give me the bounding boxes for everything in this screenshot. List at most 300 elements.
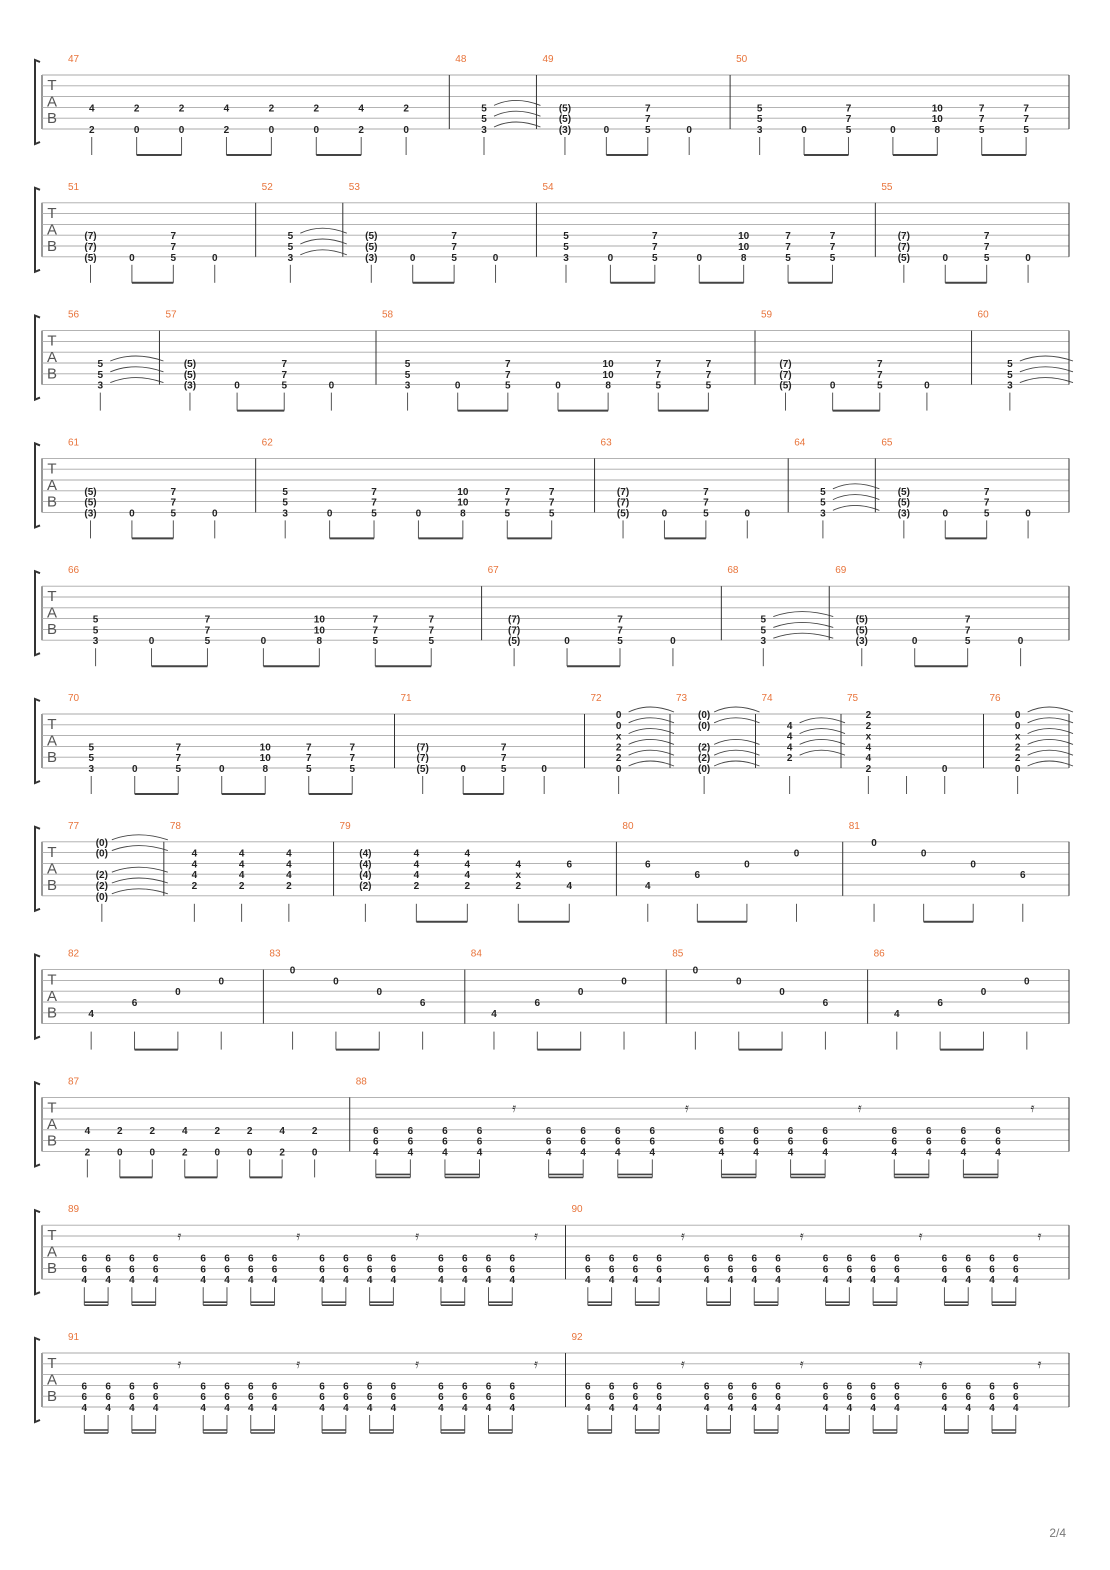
fret-number: 7 — [829, 242, 836, 253]
fret-number: 4 — [989, 1403, 995, 1414]
measure-number: 71 — [400, 693, 412, 704]
fret-number: 5 — [170, 508, 177, 520]
fret-number: (5) — [416, 764, 429, 775]
tie-arc — [629, 761, 674, 766]
sixteenth-rest-glyph: 𝄿 — [1037, 1228, 1042, 1243]
system-bracket — [35, 1210, 40, 1294]
measure-number: 59 — [760, 309, 773, 321]
fret-number: 2 — [133, 103, 140, 115]
fret-number: 5 — [785, 252, 791, 264]
fret-number: 6 — [343, 1392, 349, 1404]
fret-number: 5 — [451, 252, 457, 264]
fret-number: 0 — [326, 508, 333, 520]
measure-48 — [449, 54, 540, 155]
measure-number: 67 — [487, 565, 499, 577]
tie-arc — [714, 707, 759, 712]
fret-number: 7 — [644, 103, 651, 115]
fret-number: 7 — [349, 753, 356, 765]
fret-number: 6 — [751, 1392, 758, 1404]
fret-number: 0 — [211, 252, 218, 264]
fret-number: 5 — [829, 252, 836, 264]
fret-number: (7) — [897, 231, 910, 243]
fret-number: 10 — [313, 625, 325, 637]
fret-number: 6 — [822, 1381, 829, 1393]
sixteenth-rest-glyph: 𝄿 — [918, 1355, 923, 1371]
fret-number: 5 — [1023, 125, 1029, 136]
staff-system-1 — [35, 54, 1069, 155]
fret-number: 4 — [343, 1275, 349, 1287]
tie-arc — [1028, 729, 1073, 734]
fret-number: (7) — [84, 242, 97, 253]
measure-number: 75 — [847, 693, 859, 704]
fret-number: 4 — [656, 1275, 662, 1287]
fret-number: 6 — [271, 1253, 278, 1265]
fret-number: 6 — [787, 1125, 794, 1137]
measure-87 — [68, 1076, 318, 1177]
measure-number: 60 — [977, 309, 989, 321]
measure-50 — [730, 54, 1029, 155]
fret-number: 5 — [428, 636, 435, 648]
fret-number: 0 — [1025, 508, 1031, 520]
fret-number: 6 — [941, 1381, 948, 1393]
fret-number: (2) — [698, 742, 711, 754]
fret-number: 7 — [978, 114, 985, 126]
tab-clef-letter: A — [46, 732, 58, 750]
fret-number: x — [515, 870, 522, 882]
fret-number: 8 — [605, 380, 611, 392]
fret-number: 6 — [485, 1392, 492, 1404]
fret-number: 6 — [461, 1381, 468, 1393]
fret-number: 7 — [504, 497, 511, 509]
fret-number: (5) — [855, 625, 868, 637]
staff-system-5 — [35, 565, 1069, 666]
tie-arc — [1020, 367, 1073, 372]
fret-number: 4 — [88, 103, 95, 115]
fret-number: 7 — [175, 742, 182, 754]
fret-number: 6 — [787, 1136, 794, 1148]
fret-number: 4 — [319, 1275, 325, 1287]
tab-clef-letter: B — [46, 1004, 58, 1022]
measure-number: 50 — [736, 54, 748, 65]
fret-number: 4 — [366, 1403, 373, 1414]
measure-71 — [395, 693, 548, 794]
fret-number: 6 — [989, 1264, 995, 1276]
measure-number: 84 — [470, 948, 482, 960]
fret-number: 4 — [105, 1275, 111, 1287]
measure-47 — [68, 54, 409, 155]
fret-number: 7 — [876, 359, 883, 370]
fret-number: 0 — [801, 125, 807, 136]
fret-number: 4 — [891, 1147, 898, 1159]
fret-number: 7 — [204, 614, 211, 626]
fret-number: 6 — [343, 1264, 349, 1276]
system-bracket — [35, 60, 40, 144]
measure-60 — [972, 310, 1073, 411]
tie-arc — [714, 718, 759, 723]
fret-number: 6 — [870, 1253, 876, 1265]
fret-number: 6 — [224, 1381, 230, 1393]
fret-number: 4 — [461, 1275, 468, 1287]
fret-number: 6 — [247, 1264, 254, 1276]
fret-number: 8 — [460, 508, 466, 520]
measure-54 — [536, 182, 835, 283]
fret-number: 7 — [504, 486, 511, 498]
measure-74 — [756, 693, 846, 794]
fret-number: 5 — [481, 103, 487, 115]
fret-number: 6 — [390, 1381, 397, 1393]
staff-system-2 — [35, 182, 1069, 283]
fret-number: 6 — [442, 1125, 448, 1137]
fret-number: 4 — [585, 1275, 591, 1287]
fret-number: (3) — [365, 252, 378, 264]
fret-number: 2 — [181, 1147, 188, 1159]
fret-number: 6 — [1012, 1253, 1019, 1265]
fret-number: 7 — [876, 369, 883, 381]
fret-number: 6 — [960, 1125, 967, 1137]
fret-number: 8 — [934, 125, 941, 136]
fret-number: 5 — [92, 614, 99, 626]
fret-number: 4 — [965, 1403, 972, 1414]
measure-83 — [263, 949, 425, 1050]
fret-number: 0 — [328, 380, 335, 392]
fret-number: 6 — [585, 1253, 591, 1265]
tab-clef-letter: A — [46, 476, 58, 494]
staff-system-3 — [35, 310, 1073, 411]
fret-number: 2 — [313, 103, 320, 115]
fret-number: 6 — [105, 1253, 111, 1265]
fret-number: 6 — [200, 1381, 206, 1393]
fret-number: 6 — [608, 1264, 615, 1276]
fret-number: 0 — [1024, 976, 1030, 988]
fret-number: 2 — [358, 125, 364, 136]
fret-number: 7 — [500, 753, 507, 765]
fret-number: 6 — [319, 1381, 325, 1393]
tie-arc — [629, 707, 674, 712]
fret-number: 0 — [744, 508, 751, 520]
fret-number: 8 — [316, 636, 323, 648]
fret-number: 6 — [485, 1381, 492, 1393]
fret-number: (5) — [183, 359, 197, 370]
fret-number: 2 — [413, 881, 420, 892]
measure-84 — [465, 949, 627, 1050]
fret-number: 4 — [476, 1147, 483, 1159]
fret-number: 7 — [652, 242, 658, 253]
staff-system-11 — [35, 1332, 1069, 1433]
tie-arc — [1028, 750, 1073, 755]
fret-number: 7 — [845, 103, 852, 115]
tab-clef-letter: T — [47, 1355, 57, 1372]
fret-number: 6 — [632, 1381, 639, 1393]
fret-number: 7 — [705, 359, 712, 370]
sixteenth-rest-glyph: 𝄿 — [680, 1355, 685, 1371]
measure-70 — [68, 693, 355, 794]
fret-number: 6 — [105, 1264, 111, 1276]
fret-number: 6 — [965, 1381, 972, 1393]
fret-number: 0 — [376, 987, 383, 999]
tie-arc — [1020, 356, 1073, 361]
fret-number: 4 — [703, 1275, 710, 1287]
fret-number: 0 — [970, 859, 976, 871]
fret-number: 6 — [894, 1253, 900, 1265]
measure-number: 69 — [835, 565, 847, 577]
tie-arc — [773, 633, 833, 638]
fret-number: 6 — [152, 1253, 159, 1265]
tab-clef-letter: B — [46, 876, 58, 894]
fret-number: 0 — [541, 764, 547, 775]
fret-number: 5 — [305, 764, 312, 775]
fret-number: 6 — [965, 1253, 972, 1265]
fret-number: 7 — [372, 614, 379, 626]
fret-number: 4 — [786, 742, 793, 754]
fret-number: 5 — [756, 103, 763, 115]
fret-number: 4 — [995, 1147, 1001, 1159]
fret-number: 7 — [655, 359, 662, 370]
measure-76 — [984, 693, 1074, 794]
fret-number: (5) — [855, 614, 868, 626]
fret-number: (5) — [558, 114, 572, 126]
measure-62 — [256, 437, 555, 538]
fret-number: 5 — [204, 636, 211, 648]
fret-number: 4 — [608, 1275, 615, 1287]
fret-number: 6 — [271, 1392, 278, 1404]
fret-number: 5 — [500, 764, 507, 775]
fret-number: 7 — [644, 114, 651, 126]
fret-number: (5) — [779, 380, 792, 392]
fret-number: 0 — [793, 848, 800, 860]
measure-number: 74 — [761, 693, 773, 704]
fret-number: 5 — [845, 125, 852, 136]
staff-system-10 — [35, 1204, 1069, 1305]
measure-number: 85 — [672, 948, 684, 960]
measure-51 — [68, 182, 218, 283]
fret-number: 6 — [941, 1264, 948, 1276]
tab-clef-letter: T — [47, 77, 57, 94]
fret-number: 2 — [178, 103, 185, 115]
fret-number: (5) — [183, 369, 197, 381]
fret-number: 6 — [319, 1392, 325, 1404]
tie-arc — [300, 250, 346, 255]
fret-number: 4 — [753, 1147, 759, 1159]
fret-number: 7 — [305, 753, 312, 765]
fret-number: 4 — [191, 848, 198, 860]
fret-number: 7 — [652, 231, 658, 243]
fret-number: 4 — [247, 1403, 254, 1414]
fret-number: (3) — [855, 636, 868, 648]
fret-number: 10 — [457, 497, 469, 509]
measure-78 — [164, 821, 292, 922]
measure-number: 68 — [727, 565, 739, 577]
fret-number: 7 — [500, 742, 507, 754]
measure-number: 86 — [873, 948, 885, 960]
measure-79 — [334, 821, 573, 922]
fret-number: 6 — [566, 859, 573, 871]
sixteenth-rest-glyph: 𝄿 — [918, 1228, 923, 1243]
fret-number: 2 — [149, 1125, 156, 1137]
fret-number: 0 — [603, 125, 610, 136]
fret-number: 4 — [407, 1147, 414, 1159]
fret-number: 6 — [703, 1392, 710, 1404]
fret-number: 7 — [983, 231, 990, 243]
fret-number: 6 — [509, 1264, 516, 1276]
fret-number: 4 — [989, 1275, 995, 1287]
fret-number: 6 — [390, 1253, 397, 1265]
fret-number: 4 — [191, 859, 198, 871]
measure-number: 88 — [355, 1076, 367, 1088]
fret-number: 4 — [191, 870, 198, 882]
system-bracket — [35, 443, 40, 527]
fret-number: 2 — [246, 1125, 253, 1137]
fret-number: 4 — [358, 103, 364, 115]
fret-number: 6 — [870, 1381, 876, 1393]
measure-number: 92 — [571, 1332, 583, 1343]
fret-number: 0 — [260, 636, 267, 648]
tie-arc — [300, 239, 346, 244]
fret-number: 7 — [204, 625, 211, 637]
system-bracket — [35, 1338, 40, 1422]
fret-number: 6 — [727, 1264, 734, 1276]
fret-number: 5 — [404, 369, 411, 381]
fret-number: 6 — [989, 1381, 995, 1393]
fret-number: 6 — [960, 1136, 967, 1148]
fret-number: 6 — [656, 1381, 662, 1393]
page-number: 2/4 — [1049, 1526, 1066, 1540]
fret-number: 4 — [727, 1403, 734, 1414]
fret-number: 4 — [279, 1125, 285, 1137]
fret-number: 3 — [760, 636, 767, 648]
fret-number: 7 — [548, 486, 555, 498]
sixteenth-rest-glyph: 𝄿 — [177, 1355, 182, 1371]
fret-number: 0 — [1025, 252, 1031, 264]
fret-number: (2) — [95, 870, 108, 882]
fret-number: 5 — [983, 508, 990, 520]
measure-82 — [68, 949, 224, 1050]
tab-clef-letter: B — [46, 110, 58, 127]
sixteenth-rest-glyph: 𝄿 — [177, 1228, 182, 1243]
fret-number: 7 — [983, 497, 990, 509]
fret-number: 6 — [1012, 1381, 1019, 1393]
measure-number: 49 — [542, 54, 554, 65]
fret-number: 6 — [366, 1264, 373, 1276]
fret-number: 4 — [491, 1008, 497, 1020]
fret-number: (5) — [897, 486, 910, 498]
fret-number: 6 — [1012, 1264, 1019, 1276]
tie-arc — [800, 750, 845, 755]
fret-number: 2 — [865, 710, 872, 721]
fret-number: 6 — [407, 1136, 414, 1148]
fret-number: 4 — [870, 1403, 876, 1414]
system-bracket — [35, 571, 40, 655]
fret-number: 6 — [438, 1381, 444, 1393]
fret-number: (5) — [84, 497, 97, 509]
fret-number: 7 — [829, 231, 836, 243]
fret-number: 5 — [964, 636, 971, 648]
fret-number: 6 — [703, 1253, 710, 1265]
tab-clef-letter: T — [47, 843, 57, 861]
fret-number: 3 — [1007, 380, 1013, 392]
fret-number: 6 — [656, 1253, 662, 1265]
fret-number: 6 — [775, 1381, 781, 1393]
tie-arc — [629, 739, 674, 744]
fret-number: 6 — [703, 1264, 710, 1276]
tie-arc — [1028, 718, 1073, 723]
fret-number: 7 — [1023, 103, 1029, 115]
fret-number: 2 — [286, 881, 292, 892]
fret-number: 6 — [894, 1392, 900, 1404]
fret-number: 6 — [319, 1253, 325, 1265]
fret-number: 2 — [403, 103, 409, 115]
staff-system-7 — [35, 821, 1069, 922]
tie-arc — [800, 739, 845, 744]
fret-number: 6 — [656, 1392, 662, 1404]
fret-number: 8 — [740, 252, 747, 264]
fret-number: 4 — [865, 753, 872, 765]
measure-number: 90 — [571, 1204, 583, 1216]
measure-number: 89 — [68, 1204, 80, 1216]
fret-number: (7) — [507, 625, 521, 637]
fret-number: 6 — [822, 1253, 829, 1265]
fret-number: 6 — [152, 1264, 159, 1276]
fret-number: 6 — [129, 1264, 135, 1276]
fret-number: 6 — [822, 998, 829, 1009]
fret-number: 4 — [224, 1403, 230, 1414]
measure-number: 76 — [989, 693, 1001, 704]
fret-number: 6 — [476, 1125, 483, 1137]
tab-clef-letter: A — [46, 349, 58, 367]
fret-number: 0 — [615, 710, 622, 721]
fret-number: 6 — [390, 1264, 397, 1276]
fret-number: 0 — [403, 125, 409, 136]
fret-number: 0 — [311, 1147, 318, 1159]
fret-number: 0 — [246, 1147, 253, 1159]
fret-number: 5 — [287, 231, 294, 243]
tie-arc — [112, 835, 168, 840]
measure-89 — [68, 1204, 538, 1305]
fret-number: 0 — [911, 636, 918, 648]
measure-80 — [616, 821, 799, 922]
fret-number: 2 — [88, 125, 95, 136]
fret-number: 7 — [349, 742, 356, 754]
fret-number: 2 — [865, 720, 872, 732]
fret-number: 7 — [705, 369, 712, 381]
fret-number: (7) — [84, 231, 97, 243]
fret-number: 6 — [271, 1264, 278, 1276]
fret-number: 3 — [404, 380, 411, 392]
fret-number: 5 — [978, 125, 985, 136]
fret-number: 6 — [485, 1253, 492, 1265]
fret-number: 6 — [200, 1264, 206, 1276]
fret-number: 4 — [941, 1403, 948, 1414]
fret-number: 5 — [92, 625, 99, 637]
tie-arc — [1028, 739, 1073, 744]
fret-number: 7 — [505, 369, 511, 381]
fret-number: 6 — [343, 1381, 349, 1393]
fret-number: 0 — [621, 976, 627, 988]
fret-number: 5 — [481, 114, 487, 126]
measure-number: 47 — [68, 54, 80, 65]
fret-number: 2 — [268, 103, 275, 115]
measure-number: 55 — [881, 181, 893, 193]
fret-number: 4 — [515, 859, 522, 871]
fret-number: 7 — [428, 614, 435, 626]
fret-number: 0 — [941, 764, 948, 775]
fret-number: 6 — [941, 1253, 948, 1265]
fret-number: 7 — [170, 231, 177, 243]
measure-number: 66 — [68, 565, 80, 577]
tab-clef-letter: B — [46, 1388, 58, 1405]
measure-number: 57 — [165, 309, 177, 321]
fret-number: 5 — [404, 359, 411, 370]
fret-number: (2) — [95, 881, 108, 892]
